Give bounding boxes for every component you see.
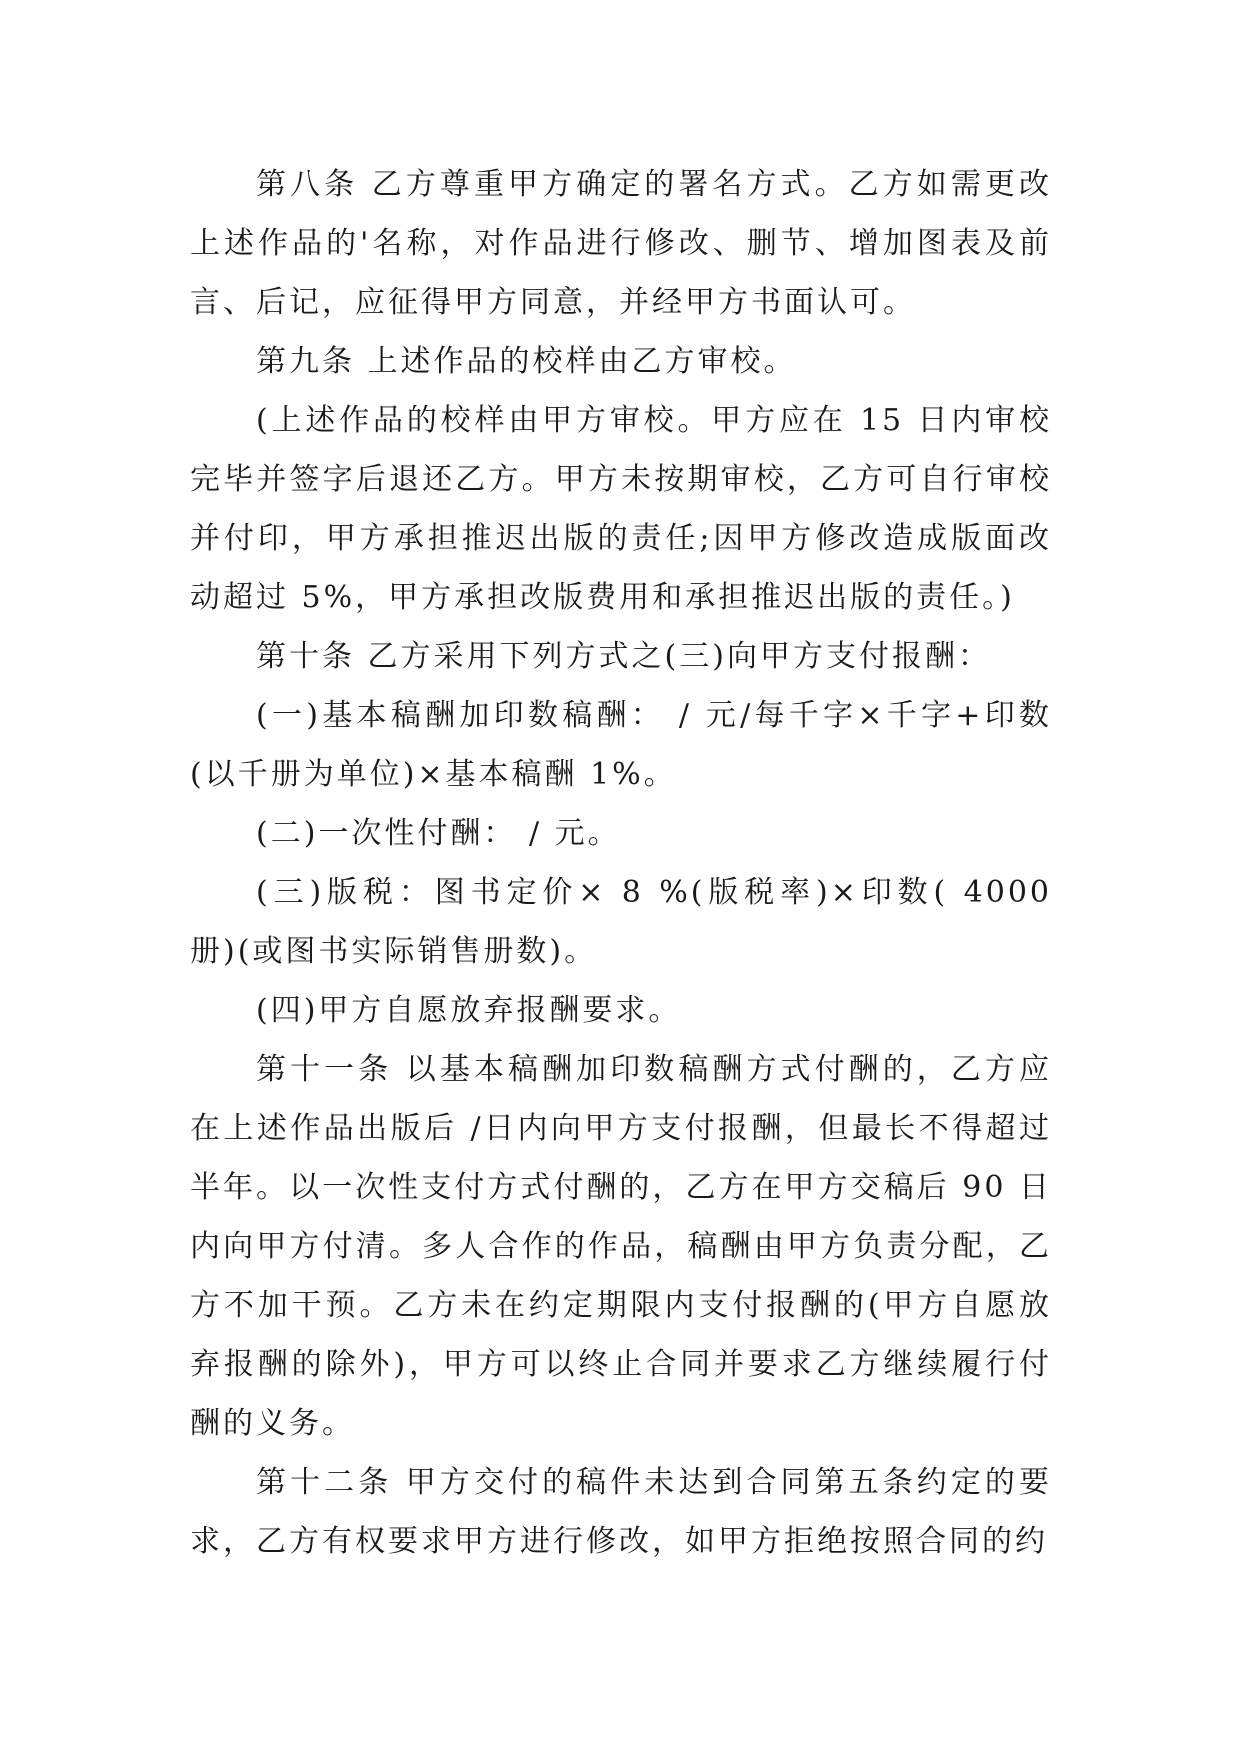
paragraph-option-4: (四)甲方自愿放弃报酬要求。	[256, 993, 682, 1028]
paragraph-article-9: 第九条 上述作品的校样由乙方审校。	[256, 344, 797, 379]
document-body	[190, 155, 1052, 1571]
paragraph-article-9-alternative: (上述作品的校样由甲方审校。甲方应在 15 日内审校完毕并签字后退还乙方。甲方未按期审校，乙方可自行审校并付印，甲方承担推迟出版的责任;因甲方修改造成版面改动超过 5%，甲方承担改版费用和承担推迟出版的责任。)	[190, 403, 1052, 615]
paragraph-option-1: (一)基本稿酬加印数稿酬： / 元/每千字×千字+印数(以千册为单位)×基本稿酬 1%。	[190, 698, 1052, 792]
paragraph-option-2: (二)一次性付酬： / 元。	[256, 816, 621, 851]
paragraph-article-12: 第十二条 甲方交付的稿件未达到合同第五条约定的要求，乙方有权要求甲方进行修改，如甲方拒绝按照合同的约	[190, 1465, 1052, 1559]
paragraph-option-3: (三)版税：图书定价× 8 %(版税率)×印数( 4000 册)(或图书实际销售册数)。	[190, 875, 1052, 969]
paragraph-article-11: 第十一条 以基本稿酬加印数稿酬方式付酬的，乙方应在上述作品出版后 /日内向甲方支付报酬，但最长不得超过半年。以一次性支付方式付酬的，乙方在甲方交稿后 90 日内向甲方付清。多人合作的作品，稿酬由甲方负责分配，乙方不加干预。乙方未在约定期限内支付报酬的(甲方自愿放弃报酬的除外)，甲方可以终止合同并要求乙方继续履行付酬的义务。	[190, 1052, 1052, 1441]
paragraph-article-8: 第八条 乙方尊重甲方确定的署名方式。乙方如需更改上述作品的'名称，对作品进行修改、删节、增加图表及前言、后记，应征得甲方同意，并经甲方书面认可。	[190, 167, 1052, 320]
paragraph-article-10: 第十条 乙方采用下列方式之(三)向甲方支付报酬：	[256, 639, 991, 674]
